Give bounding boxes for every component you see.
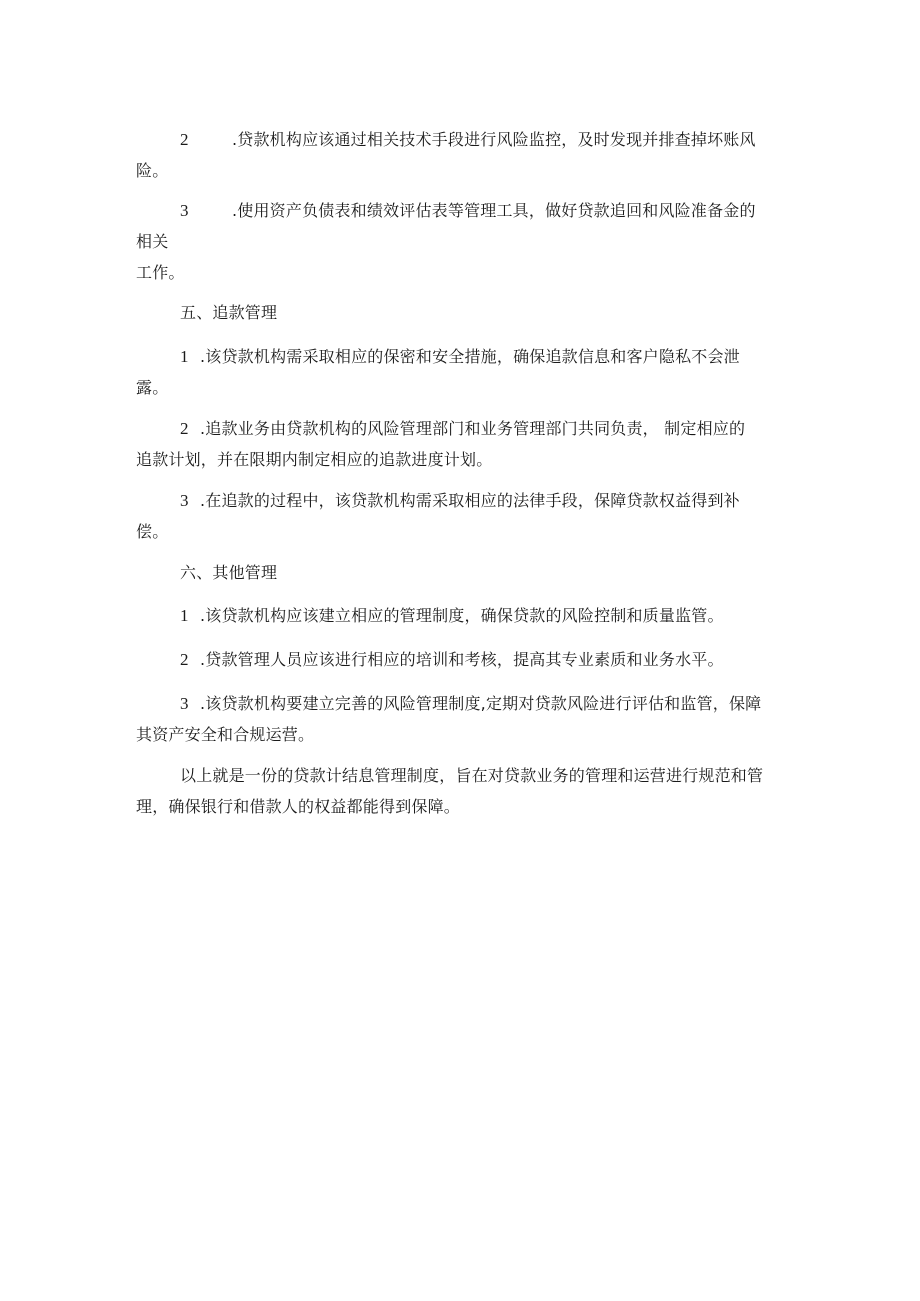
list-item (136, 413, 786, 475)
item-text: .该贷款机构应该建立相应的管理制度，确保贷款的风险控制和质量监管。 (200, 606, 724, 625)
item-text: .追款业务由贷款机构的风险管理部门和业务管理部门共同负责， 制定相应的 (200, 419, 746, 438)
item-text: .在追款的过程中，该贷款机构需采取相应的法律手段，保障贷款权益得到补 (200, 491, 740, 510)
list-item (136, 600, 786, 631)
list-item (136, 688, 786, 750)
section-heading: 六、其他管理 (180, 563, 278, 582)
item-text: 其资产安全和合规运营。 (136, 725, 315, 744)
item-number: 3 (180, 694, 189, 713)
item-number: 1 (180, 347, 189, 366)
item-text: 工作。 (136, 263, 185, 282)
item-text: .使用资产负债表和绩效评估表等管理工具，做好贷款追回和风险准备金的 (232, 201, 756, 220)
item-text: 追款计划，并在限期内制定相应的追款进度计划。 (136, 450, 493, 469)
item-number: 1 (180, 606, 189, 625)
item-text: .贷款管理人员应该进行相应的培训和考核，提高其专业素质和业务水平。 (200, 650, 724, 669)
item-text: 偿。 (136, 522, 169, 541)
conclusion-text: 以上就是一份的贷款计结息管理制度，旨在对贷款业务的管理和运营进行规范和管 (180, 766, 764, 785)
item-text: 相关 (136, 232, 169, 251)
list-item (136, 341, 786, 403)
section-heading: 五、追款管理 (180, 303, 278, 322)
item-number: 2 (180, 650, 189, 669)
item-number: 3 (180, 201, 189, 220)
item-number: 3 (180, 491, 189, 510)
list-item (136, 485, 786, 547)
item-text: 露。 (136, 378, 169, 397)
list-item (136, 124, 786, 186)
item-number: 2 (180, 130, 189, 149)
conclusion-text: 理，确保银行和借款人的权益都能得到保障。 (136, 797, 461, 816)
list-item (136, 644, 786, 675)
conclusion-paragraph (136, 760, 786, 822)
list-item (136, 195, 786, 288)
item-text: 险。 (136, 161, 169, 180)
item-text: .贷款机构应该通过相关技术手段进行风险监控，及时发现并排查掉坏账风 (232, 130, 756, 149)
item-text: .该贷款机构需采取相应的保密和安全措施，确保追款信息和客户隐私不会泄 (200, 347, 740, 366)
item-number: 2 (180, 419, 189, 438)
item-text: .该贷款机构要建立完善的风险管理制度,定期对贷款风险进行评估和监管，保障 (200, 694, 762, 713)
